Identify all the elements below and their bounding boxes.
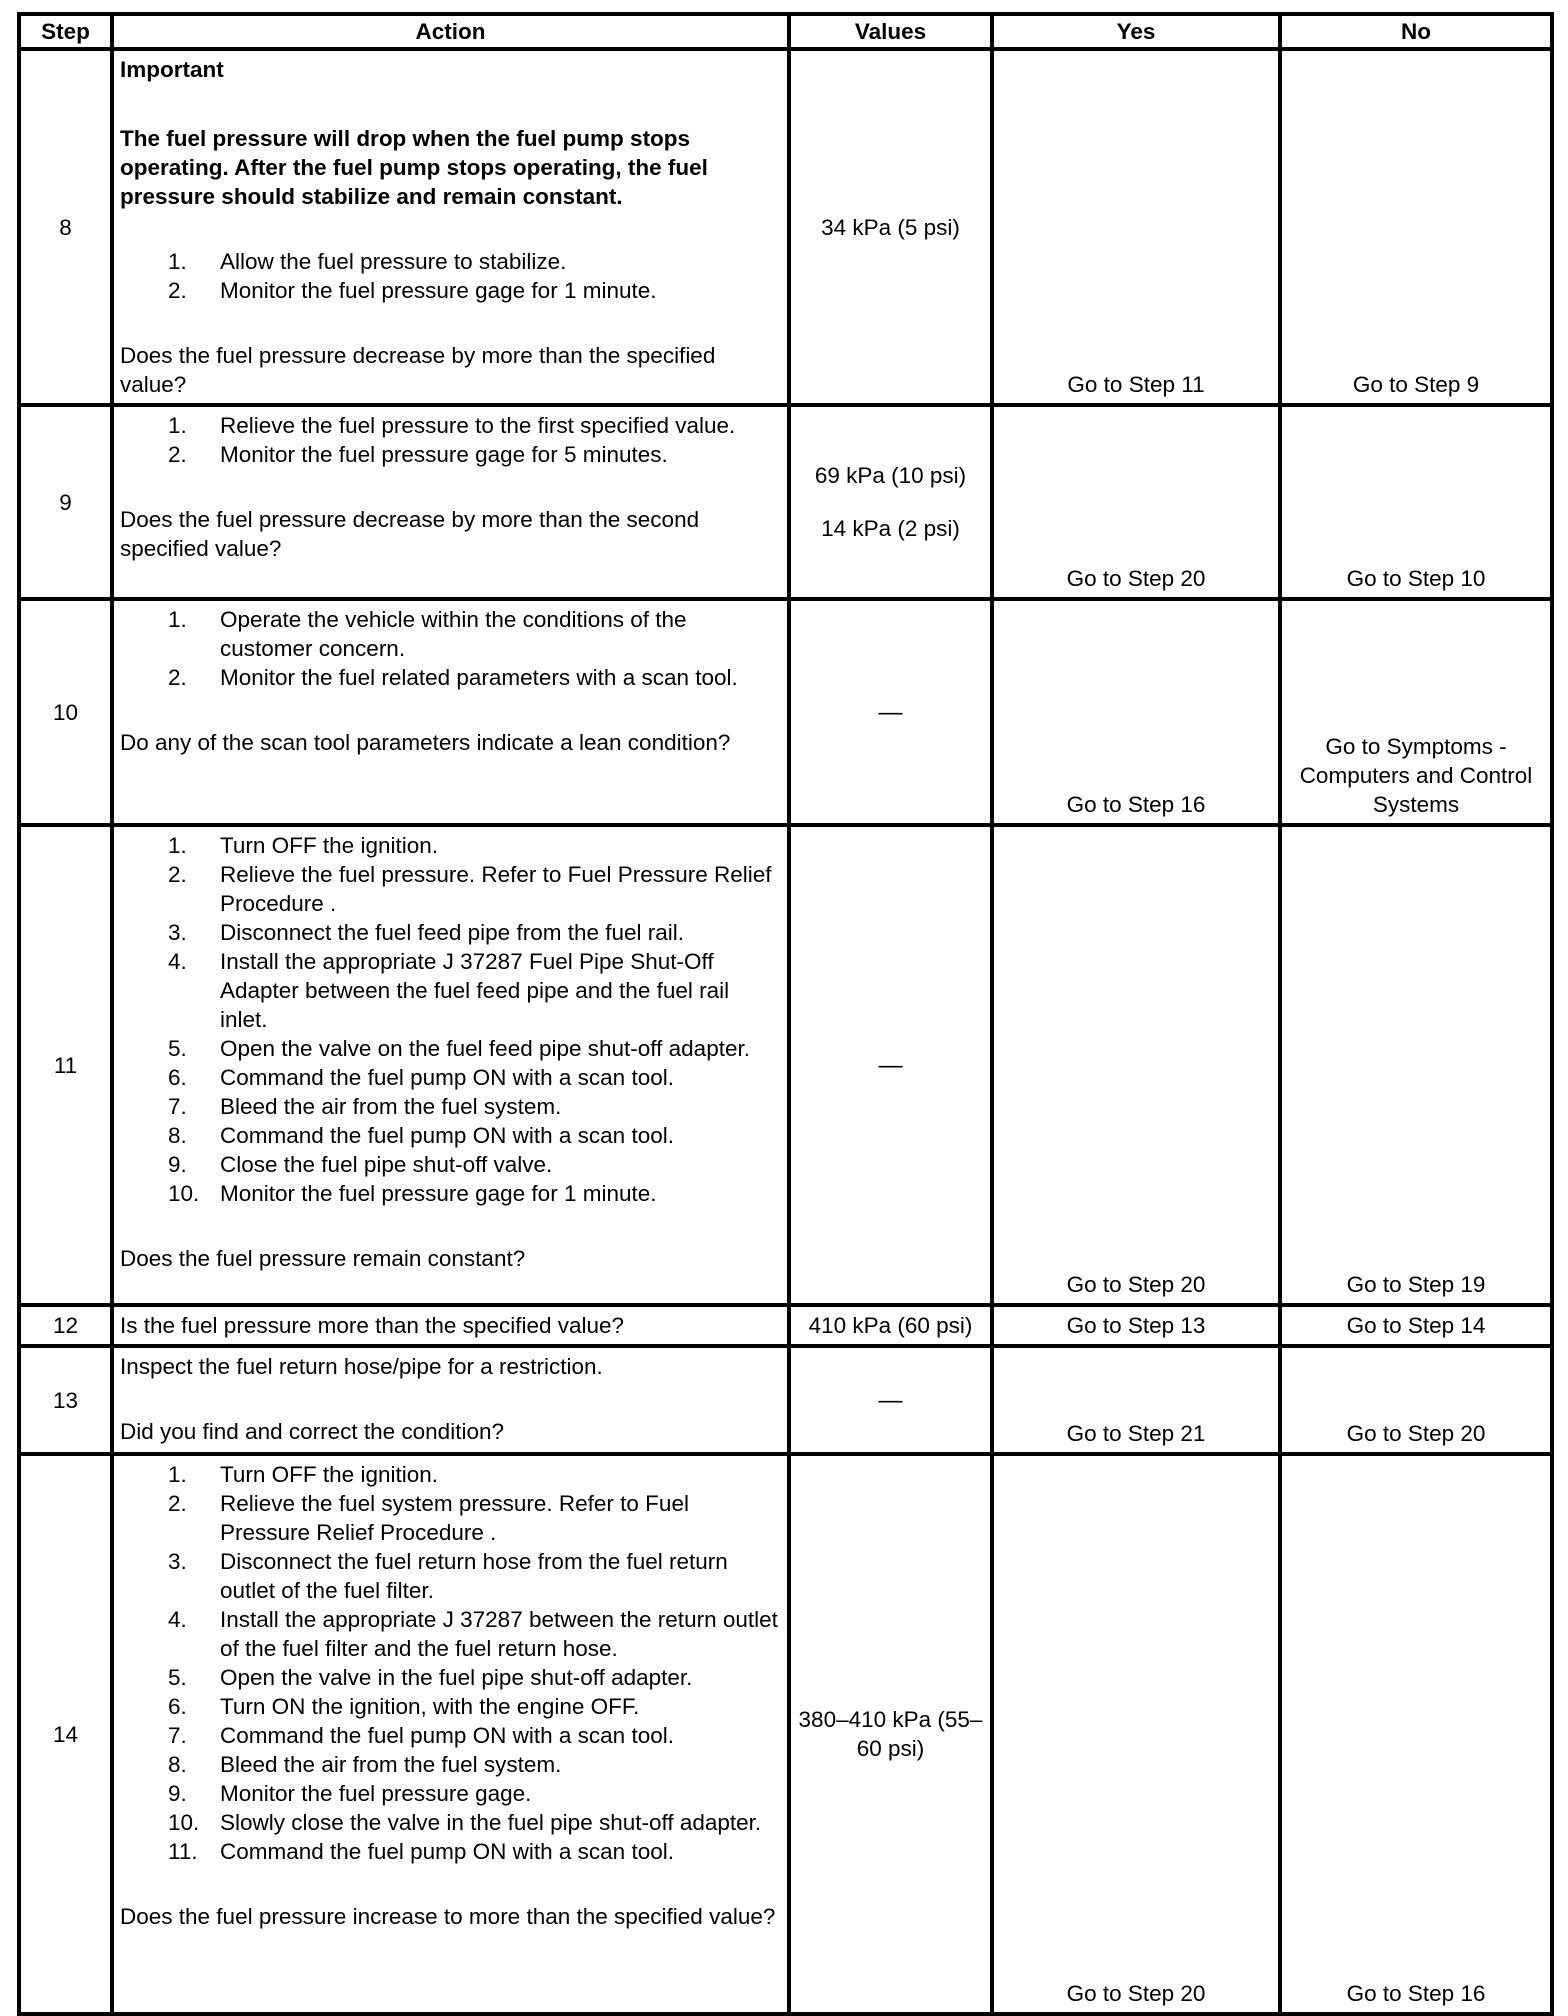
important-heading: Important	[120, 57, 224, 82]
yes-link[interactable]: Go to Step 20	[992, 825, 1280, 1305]
value-cell: 34 kPa (5 psi)	[789, 49, 992, 405]
list-item: 2. Monitor the fuel pressure gage for 1 minute.	[168, 278, 657, 303]
no-link[interactable]: Go to Step 19	[1280, 825, 1552, 1305]
action-cell	[112, 49, 789, 405]
no-link[interactable]: Go to Step 9	[1280, 49, 1552, 405]
value-cell: 380–410 kPa (55–60 psi)	[789, 1454, 992, 2014]
yes-link[interactable]: Go to Step 13	[992, 1305, 1280, 1346]
question-text: Does the fuel pressure remain constant?	[120, 1246, 526, 1271]
list-item: 8. Bleed the air from the fuel system.	[168, 1752, 562, 1777]
step-number: 12	[19, 1305, 112, 1346]
procedure-list	[120, 247, 781, 305]
header-action: Action	[112, 14, 789, 49]
list-item: 11. Command the fuel pump ON with a scan tool.	[168, 1839, 674, 1864]
diagnostic-table	[17, 12, 1554, 2016]
action-cell	[112, 405, 789, 599]
list-item: 2. Relieve the fuel pressure. Refer to Fuel Pressure Relief Procedure .	[168, 862, 772, 916]
list-item: 6. Command the fuel pump ON with a scan tool.	[168, 1065, 674, 1090]
list-item: 8. Command the fuel pump ON with a scan tool.	[168, 1123, 674, 1148]
list-item: 3. Disconnect the fuel feed pipe from the fuel rail.	[168, 920, 685, 945]
list-item: 7. Bleed the air from the fuel system.	[168, 1094, 562, 1119]
list-item: 4. Install the appropriate J 37287 Fuel Pipe Shut-Off Adapter between the fuel feed pipe and the fuel rail inlet.	[168, 949, 730, 1032]
list-item: 5. Open the valve on the fuel feed pipe shut-off adapter.	[168, 1036, 750, 1061]
value-cell: —	[789, 1346, 992, 1454]
no-link[interactable]: Go to Step 14	[1280, 1305, 1552, 1346]
step-number: 9	[19, 405, 112, 599]
list-item: 9. Monitor the fuel pressure gage.	[168, 1781, 532, 1806]
list-item: 1. Turn OFF the ignition.	[168, 833, 439, 858]
no-link[interactable]: Go to Symptoms - Computers and Control Systems	[1280, 599, 1552, 825]
question-text: Is the fuel pressure more than the specified value?	[120, 1313, 625, 1338]
header-yes: Yes	[992, 14, 1280, 49]
yes-link[interactable]: Go to Step 11	[992, 49, 1280, 405]
action-cell	[112, 1305, 789, 1346]
question-text: Did you find and correct the condition?	[120, 1419, 504, 1444]
list-item: 6. Turn ON the ignition, with the engine OFF.	[168, 1694, 640, 1719]
list-item: 1. Relieve the fuel pressure to the first specified value.	[168, 413, 736, 438]
list-item: 2. Monitor the fuel related parameters with a scan tool.	[168, 665, 738, 690]
list-item: 1. Allow the fuel pressure to stabilize.	[168, 249, 567, 274]
list-item: 2. Relieve the fuel system pressure. Refer to Fuel Pressure Relief Procedure .	[168, 1491, 689, 1545]
list-item: 2. Monitor the fuel pressure gage for 5 minutes.	[168, 442, 668, 467]
no-link[interactable]: Go to Step 10	[1280, 405, 1552, 599]
list-item: 10. Monitor the fuel pressure gage for 1 minute.	[168, 1181, 657, 1206]
question-text: Does the fuel pressure increase to more than the specified value?	[120, 1904, 776, 1929]
list-item: 1. Turn OFF the ignition.	[168, 1462, 439, 1487]
list-item: 1. Operate the vehicle within the conditions of the customer concern.	[168, 607, 687, 661]
value-cell: —	[789, 825, 992, 1305]
header-row	[19, 14, 1552, 49]
header-step: Step	[19, 14, 112, 49]
value-cell	[789, 405, 992, 599]
table-row-step-11	[19, 825, 1552, 1305]
list-item: 9. Close the fuel pipe shut-off valve.	[168, 1152, 553, 1177]
value-cell: 410 kPa (60 psi)	[789, 1305, 992, 1346]
table-row-step-9	[19, 405, 1552, 599]
value-first: 69 kPa (10 psi)	[814, 463, 967, 488]
question-text: Does the fuel pressure decrease by more than the second specified value?	[120, 507, 700, 561]
list-item: 4. Install the appropriate J 37287 between the return outlet of the fuel filter and the fuel return hose.	[168, 1607, 778, 1661]
yes-link[interactable]: Go to Step 21	[992, 1346, 1280, 1454]
list-item: 10. Slowly close the valve in the fuel pipe shut-off adapter.	[168, 1810, 762, 1835]
step-number: 13	[19, 1346, 112, 1454]
action-cell	[112, 1346, 789, 1454]
value-cell: —	[789, 599, 992, 825]
question-text: Do any of the scan tool parameters indicate a lean condition?	[120, 730, 731, 755]
action-cell	[112, 825, 789, 1305]
header-values: Values	[789, 14, 992, 49]
action-cell	[112, 599, 789, 825]
no-link[interactable]: Go to Step 20	[1280, 1346, 1552, 1454]
step-number: 14	[19, 1454, 112, 2014]
yes-link[interactable]: Go to Step 20	[992, 1454, 1280, 2014]
step-number: 8	[19, 49, 112, 405]
step-number: 10	[19, 599, 112, 825]
list-item: 3. Disconnect the fuel return hose from the fuel return outlet of the fuel filter.	[168, 1549, 728, 1603]
value-second: 14 kPa (2 psi)	[821, 516, 960, 541]
instruction-text: Inspect the fuel return hose/pipe for a restriction.	[120, 1354, 603, 1379]
table-row-step-14	[19, 1454, 1552, 2014]
procedure-list	[120, 1460, 781, 1866]
action-cell	[112, 1454, 789, 2014]
step-number: 11	[19, 825, 112, 1305]
table-row-step-8	[19, 49, 1552, 405]
procedure-list	[120, 411, 781, 469]
no-link[interactable]: Go to Step 16	[1280, 1454, 1552, 2014]
yes-link[interactable]: Go to Step 16	[992, 599, 1280, 825]
procedure-list	[120, 605, 781, 692]
question-text: Does the fuel pressure decrease by more than the specified value?	[120, 343, 716, 397]
important-note: The fuel pressure will drop when the fuel pump stops operating. After the fuel pump stops operating, the fuel pressure should stabilize and remain constant.	[120, 126, 708, 209]
header-no: No	[1280, 14, 1552, 49]
procedure-list	[120, 831, 781, 1208]
list-item: 5. Open the valve in the fuel pipe shut-off adapter.	[168, 1665, 693, 1690]
table-row-step-13	[19, 1346, 1552, 1454]
list-item: 7. Command the fuel pump ON with a scan tool.	[168, 1723, 674, 1748]
yes-link[interactable]: Go to Step 20	[992, 405, 1280, 599]
table-row-step-12	[19, 1305, 1552, 1346]
table-row-step-10	[19, 599, 1552, 825]
